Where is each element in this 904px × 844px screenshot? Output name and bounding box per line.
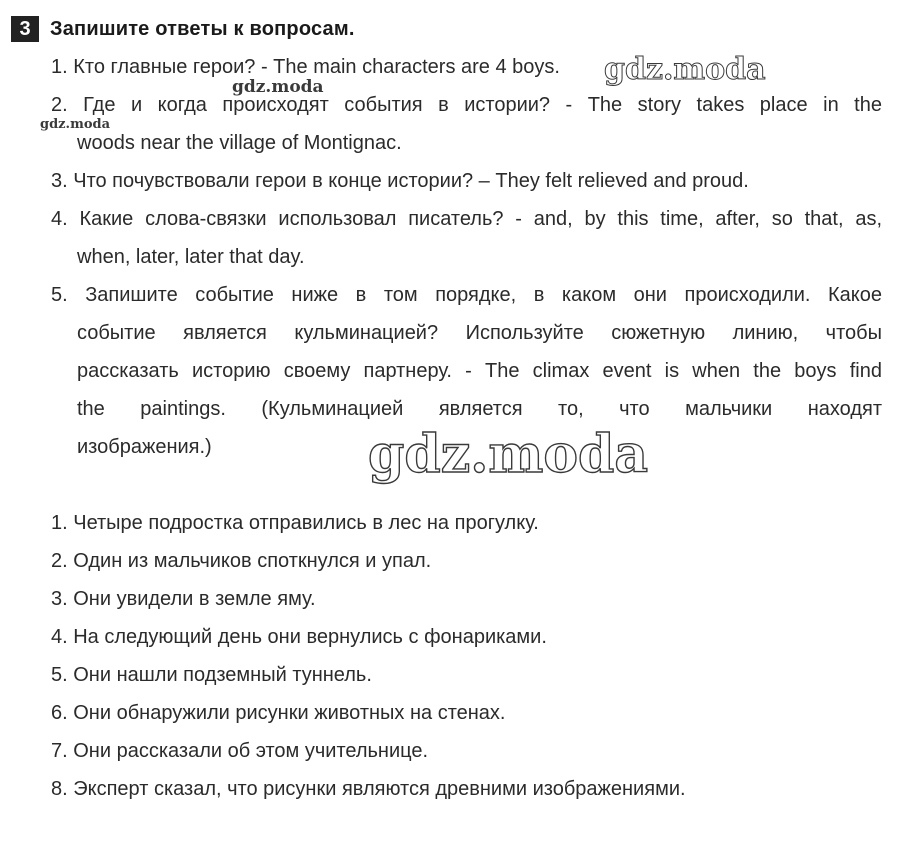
answer-2-line-1: 2. Где и когда происходят события в истории? - The story takes place in the: [51, 94, 882, 116]
task-number-badge: 3: [11, 16, 39, 42]
task-header: [11, 16, 355, 42]
watermark-top: gdz.moda: [604, 52, 766, 87]
watermark-center: gdz.moda: [368, 424, 649, 485]
answer-2-line-2: woods near the village of Montignac.: [77, 132, 402, 154]
event-3: 3. Они увидели в земле яму.: [51, 588, 316, 610]
answer-5-line-1: 5. Запишите событие ниже в том порядке, в каком они происходили. Какое: [51, 284, 882, 306]
event-2: 2. Один из мальчиков споткнулся и упал.: [51, 550, 432, 572]
answer-5-line-3: рассказать историю своему партнеру. - The climax event is when the boys find: [77, 360, 882, 382]
answer-5-line-4: the paintings. (Кульминацией является то, что мальчики находят: [77, 398, 882, 420]
event-5: 5. Они нашли подземный туннель.: [51, 664, 372, 686]
event-6: 6. Они обнаружили рисунки животных на стенах.: [51, 702, 506, 724]
answer-3-line-1: 3. Что почувствовали герои в конце истории? – They felt relieved and proud.: [51, 170, 749, 192]
event-7: 7. Они рассказали об этом учительнице.: [51, 740, 429, 762]
watermark-tiny: gdz.moda: [40, 117, 111, 132]
answer-4-line-2: when, later, later that day.: [77, 246, 305, 268]
watermark-small: gdz.moda: [232, 77, 324, 97]
event-1: 1. Четыре подростка отправились в лес на прогулку.: [51, 512, 539, 534]
event-8: 8. Эксперт сказал, что рисунки являются древними изображениями.: [51, 778, 686, 800]
answer-5-line-5: изображения.): [77, 436, 212, 458]
event-4: 4. На следующий день они вернулись с фонариками.: [51, 626, 547, 648]
answer-1-line-1: 1. Кто главные герои? - The main characters are 4 boys.: [51, 56, 560, 78]
answer-4-line-1: 4. Какие слова-связки использовал писатель? - and, by this time, after, so that, as,: [51, 208, 882, 230]
task-title: Запишите ответы к вопросам.: [50, 17, 355, 40]
answer-5-line-2: событие является кульминацией? Используйте сюжетную линию, чтобы: [77, 322, 882, 344]
